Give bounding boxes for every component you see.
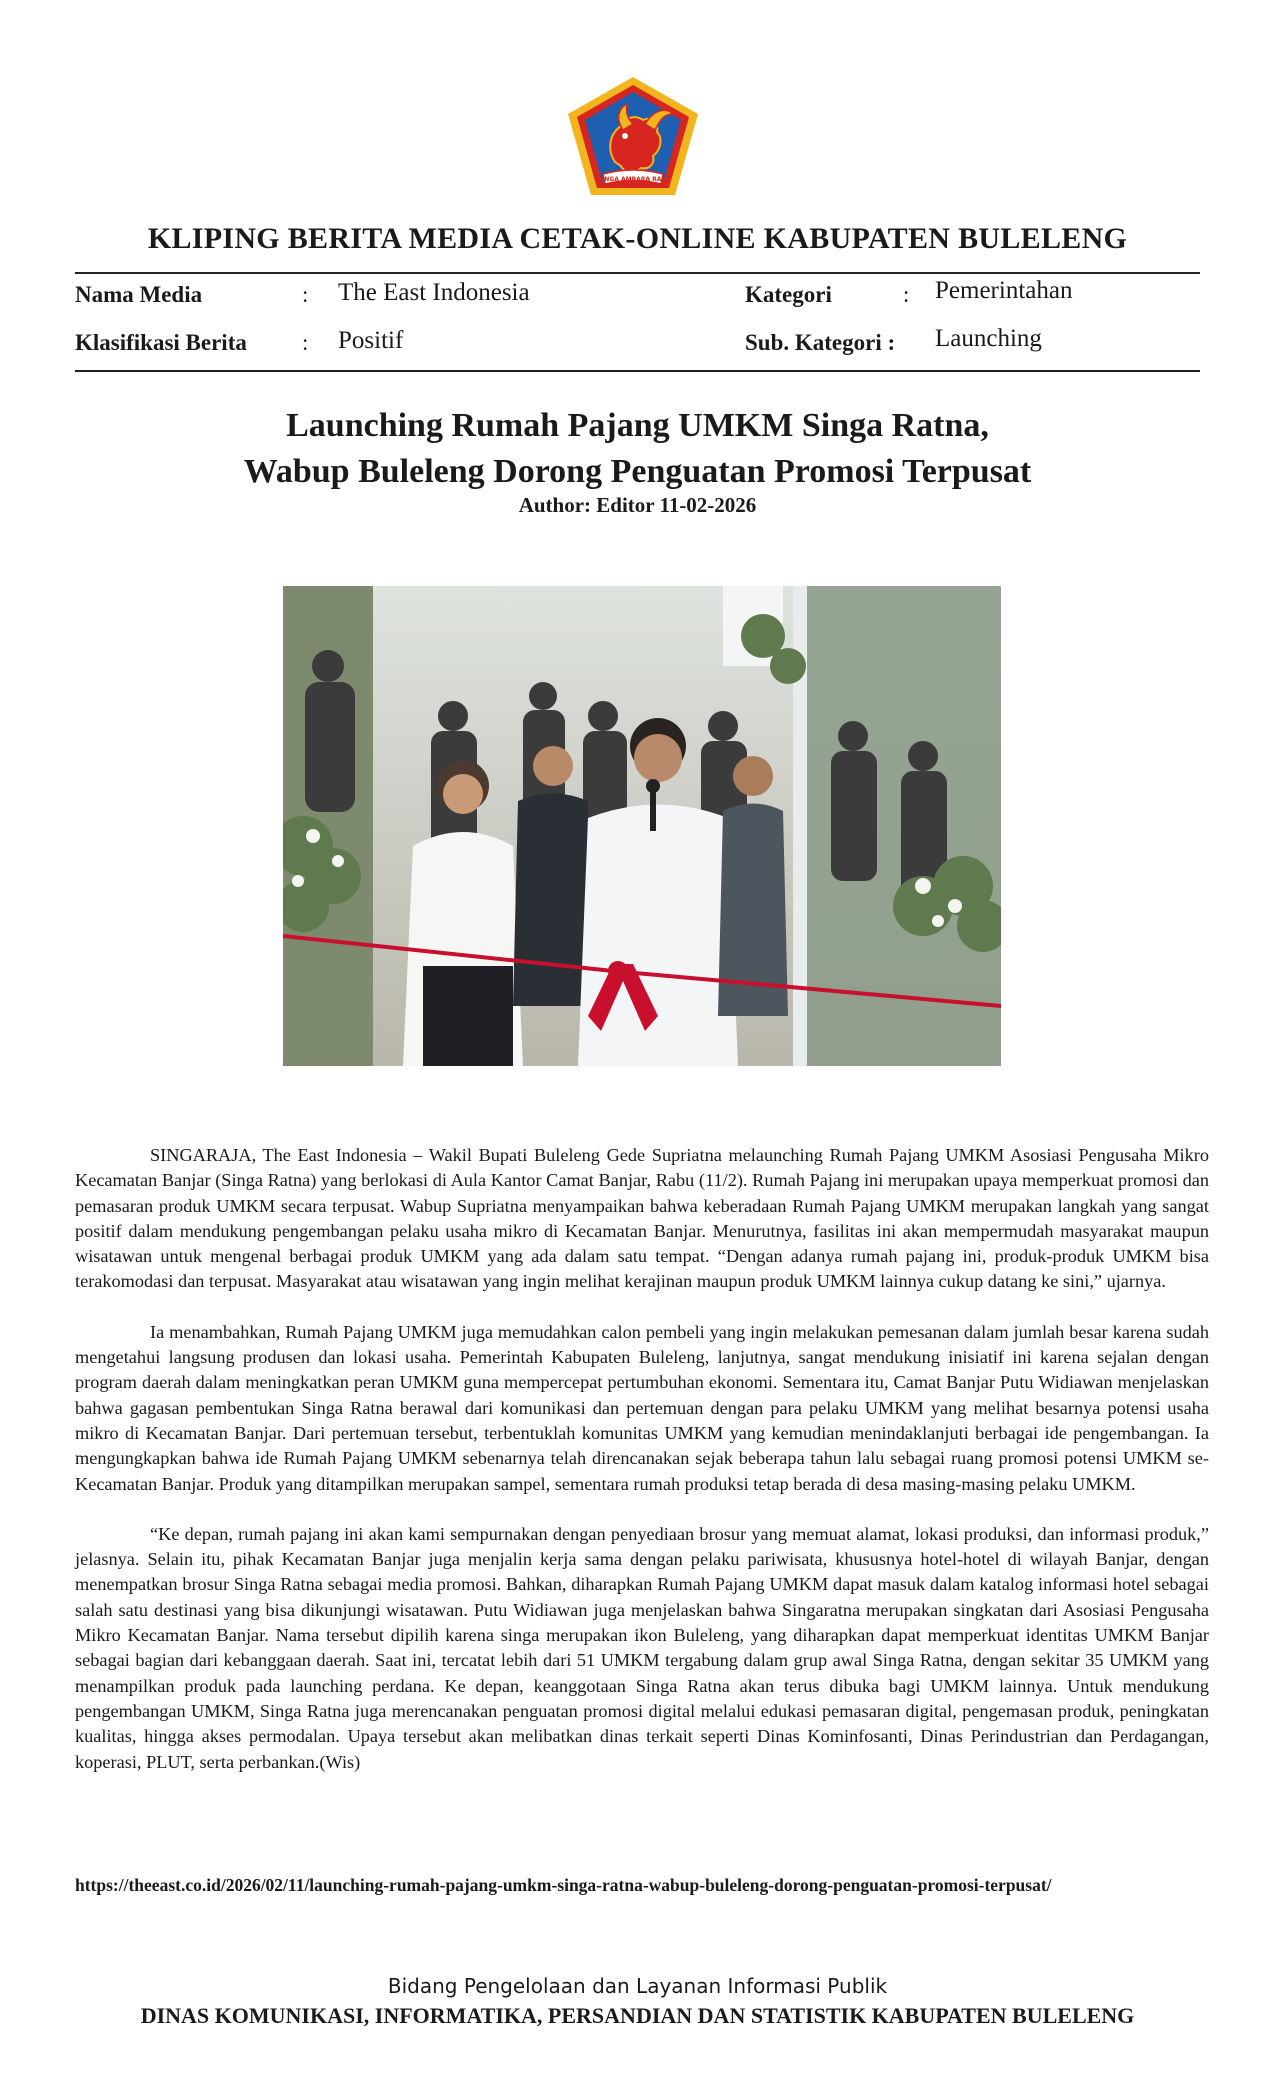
source-link[interactable]: https://theeast.co.id/2026/02/11/launching-rumah-pajang-umkm-singa-ratna-wabup-buleleng-dorong-penguatan-promosi-terpusat/: [75, 1875, 1052, 1895]
article-paragraph-1: SINGARAJA, The East Indonesia – Wakil Bupati Buleleng Gede Supriatna melaunching Rumah Pajang UMKM Asosiasi Pengusaha Mikro Kecamatan Banjar (Singa Ratna) yang berlokasi di Aula Kantor Camat Banjar, Rabu (11/2). Rumah Pajang ini merupakan upaya memperkuat promosi dan pemasaran produk UMKM secara terpusat. Wabup Supriatna menyampaikan bahwa keberadaan Rumah Pajang UMKM merupakan langkah yang sangat positif dalam mendukung pengembangan pelaku usaha mikro di Kecamatan Banjar. Menurutnya, fasilitas ini akan mempermudah masyarakat maupun wisatawan untuk mengenal berbagai produk UMKM yang ada dalam satu tempat. “Dengan adanya rumah pajang ini, produk-produk UMKM bisa terakomodasi dan terpusat. Masyarakat atau wisatawan yang ingin melihat kerajinan maupun produk UMKM lainnya cukup datang ke sini,” ujarnya.: [75, 1145, 1209, 1292]
footer-division: Bidang Pengelolaan dan Layanan Informasi Publik: [387, 1974, 888, 1998]
headline-line-1: Launching Rumah Pajang UMKM Singa Ratna,: [286, 407, 989, 444]
header-divider-bottom: [75, 370, 1200, 372]
nama-media-value: The East Indonesia: [338, 279, 530, 306]
headline-line-2: Wabup Buleleng Dorong Penguatan Promosi Terpusat: [243, 453, 1032, 490]
ribbon-cutting-photo: [283, 586, 1001, 1066]
klasifikasi-label: Klasifikasi Berita: [75, 330, 247, 355]
klasifikasi-value: Positif: [338, 327, 404, 354]
logo-motto: SINGA AMBARA RAJA: [597, 176, 669, 183]
article-paragraph-3: “Ke depan, rumah pajang ini akan kami sempurnakan dengan penyediaan brosur yang memuat alamat, lokasi produksi, dan informasi produk,” jelasnya. Selain itu, pihak Kecamatan Banjar juga menjalin kerja sama dengan pelaku pariwisata, khususnya hotel-hotel di wilayah Banjar, dengan menempatkan brosur Singa Ratna sebagai media promosi. Bahkan, diharapkan Rumah Pajang UMKM dapat masuk dalam katalog informasi hotel sebagai salah satu destinasi yang bisa dikunjungi wisatawan. Putu Widiawan juga menjelaskan bahwa Singaratna merupakan singkatan dari Asosiasi Pengusaha Mikro Kecamatan Banjar. Nama tersebut dipilih karena singa merupakan ikon Buleleng, yang diharapkan dapat memperkuat identitas UMKM Banjar sebagai bagian dari kebanggaan daerah. Saat ini, tercatat lebih dari 51 UMKM tergabung dalam grup awal Singa Ratna, dengan sekitar 35 UMKM yang menampilkan produk pada launching perdana. Ke depan, keanggotaan Singa Ratna akan terus dibuka bagi UMKM lainnya. Untuk mendukung pengembangan UMKM, Singa Ratna juga merencanakan penguatan promosi digital melalui edukasi pemasaran digital, pengemasan produk, peningkatan kualitas, hingga akses permodalan. Upaya tersebut akan melibatkan dinas terkait seperti Dinas Kominfosanti, Dinas Perindustrian dan Perdagangan, koperasi, PLUT, serta perbankan.(Wis): [75, 1523, 1209, 1772]
article-headline: [75, 403, 1200, 495]
klasifikasi-colon: :: [302, 330, 309, 355]
footer-agency: DINAS KOMUNIKASI, INFORMATIKA, PERSANDIAN DAN STATISTIK KABUPATEN BULELENG: [140, 2003, 1135, 2028]
article-author: Author: Editor 11-02-2026: [518, 493, 757, 517]
article-paragraph-2: Ia menambahkan, Rumah Pajang UMKM juga memudahkan calon pembeli yang ingin melakukan pemesanan dalam jumlah besar karena sudah mengetahui langsung produsen dan lokasi usaha. Pemerintah Kabupaten Buleleng, lanjutnya, sangat mendukung inisiatif ini karena sejalan dengan program daerah dalam meningkatkan peran UMKM guna mempercepat pertumbuhan ekonomi. Sementara itu, Camat Banjar Putu Widiawan menjelaskan bahwa gagasan pembentukan Singa Ratna berawal dari komunikasi dan pertemuan dengan para pelaku UMKM yang melihat besarnya potensi usaha mikro di Kecamatan Banjar. Dari pertemuan tersebut, terbentuklah komunitas UMKM yang kemudian menindaklanjuti berbagai ide pengembangan. Ia mengungkapkan bahwa ide Rumah Pajang UMKM sebenarnya telah direncanakan sejak beberapa tahun lalu sebagai ruang promosi potensi UMKM se-Kecamatan Banjar. Produk yang ditampilkan merupakan sampel, sementara rumah produksi tetap berada di desa masing-masing pelaku UMKM.: [75, 1321, 1209, 1494]
header-divider-top: [75, 272, 1200, 274]
nama-media-label: Nama Media: [75, 282, 203, 307]
singa-ambara-raja-crest-icon: [563, 74, 703, 200]
nama-media-colon: :: [302, 282, 309, 307]
sub-kategori-value: Launching: [935, 325, 1042, 352]
article-body: [75, 1143, 1209, 1800]
sub-kategori-label: Sub. Kategori :: [745, 330, 896, 355]
clipping-title: KLIPING BERITA MEDIA CETAK-ONLINE KABUPATEN BULELENG: [147, 222, 1128, 255]
kategori-colon: :: [903, 282, 910, 307]
kategori-label: Kategori: [745, 282, 832, 307]
kategori-value: Pemerintahan: [935, 277, 1073, 304]
